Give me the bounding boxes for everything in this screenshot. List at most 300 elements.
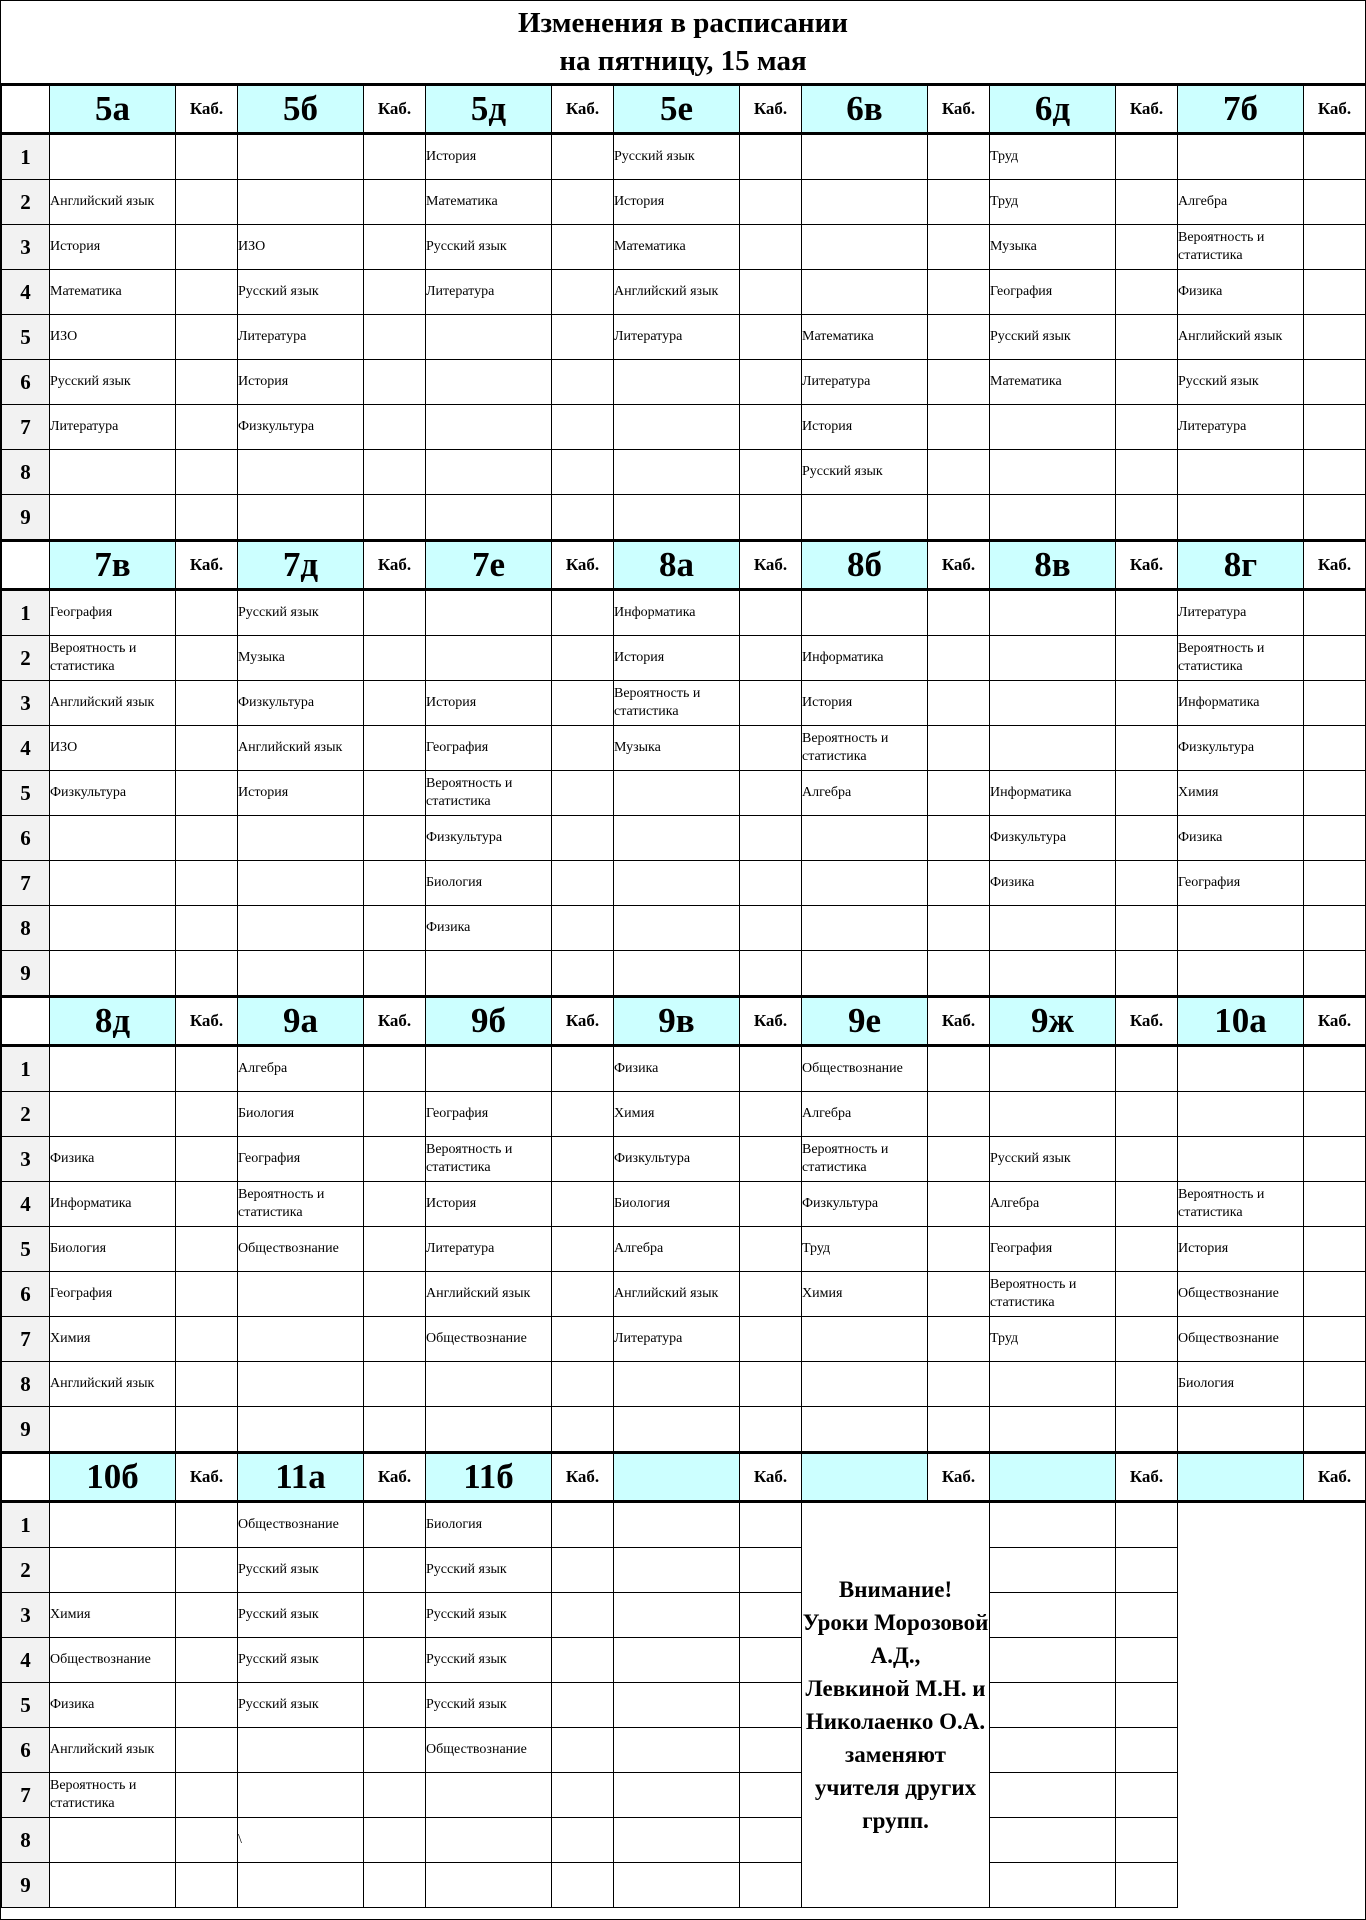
room-cell [1304,315,1366,360]
class-name-cell: 9е [802,997,928,1046]
room-cell [928,180,990,225]
room-cell [740,360,802,405]
room-cell [552,1137,614,1182]
class-name-cell: 8д [50,997,176,1046]
room-cell [364,270,426,315]
lesson-number: 1 [2,1046,50,1092]
room-cell [1304,1227,1366,1272]
subject-cell: Английский язык [50,681,176,726]
lesson-number: 3 [2,1137,50,1182]
lesson-number: 6 [2,360,50,405]
subject-cell [238,906,364,951]
room-cell [364,225,426,270]
subject-cell: История [614,636,740,681]
room-cell [1116,134,1178,180]
subject-cell [238,1317,364,1362]
subject-cell [426,1863,552,1908]
subject-cell [614,951,740,997]
room-cell [364,1863,426,1908]
subject-cell [50,861,176,906]
subject-cell: История [1178,1227,1304,1272]
subject-cell: Английский язык [50,180,176,225]
room-cell [176,1548,238,1593]
room-cell [1116,1593,1178,1638]
room-cell [176,906,238,951]
subject-cell [990,1683,1116,1728]
lesson-row [2,1863,1366,1908]
subject-cell [614,450,740,495]
lesson-row [2,1272,1366,1317]
subject-cell: Вероятность и статистика [1178,225,1304,270]
subject-cell: Вероятность и статистика [426,1137,552,1182]
room-cell [928,636,990,681]
room-cell [740,1182,802,1227]
subject-cell: Биология [50,1227,176,1272]
subject-cell: Информатика [50,1182,176,1227]
subject-cell: Русский язык [238,1593,364,1638]
room-cell [176,771,238,816]
lesson-number: 5 [2,315,50,360]
lesson-row [2,590,1366,636]
subject-cell [50,495,176,541]
room-cell [552,861,614,906]
lesson-number: 3 [2,1593,50,1638]
room-cell [176,1362,238,1407]
room-cell [740,1548,802,1593]
room-cell [1116,270,1178,315]
class-name-cell [1178,1453,1304,1502]
subject-cell: Химия [50,1593,176,1638]
lesson-number: 9 [2,1407,50,1453]
room-cell [176,1046,238,1092]
room-cell [928,1272,990,1317]
room-cell [552,405,614,450]
room-cell [1116,771,1178,816]
room-cell [740,495,802,541]
room-cell [740,771,802,816]
class-name-cell: 10а [1178,997,1304,1046]
room-header-cell: Каб. [176,997,238,1046]
class-name-cell: 11б [426,1453,552,1502]
room-cell [740,1683,802,1728]
room-cell [740,1773,802,1818]
room-cell [364,1362,426,1407]
subject-cell: Вероятность и статистика [802,1137,928,1182]
lesson-row [2,1773,1366,1818]
subject-cell [614,1773,740,1818]
lesson-number: 4 [2,1182,50,1227]
room-cell [1116,1728,1178,1773]
room-header-cell: Каб. [1304,997,1366,1046]
subject-cell [238,816,364,861]
room-cell [364,906,426,951]
subject-cell: Обществознание [1178,1272,1304,1317]
subject-cell: Вероятность и статистика [238,1182,364,1227]
room-cell [552,225,614,270]
class-name-cell: 9б [426,997,552,1046]
subject-cell [50,1818,176,1863]
subject-cell: Химия [802,1272,928,1317]
lesson-row [2,1593,1366,1638]
room-cell [552,1046,614,1092]
subject-cell [990,405,1116,450]
room-cell [1116,495,1178,541]
subject-cell [990,495,1116,541]
room-cell [364,405,426,450]
subject-cell: Английский язык [614,1272,740,1317]
room-cell [176,1818,238,1863]
room-cell [1304,495,1366,541]
subject-cell: Обществознание [802,1046,928,1092]
room-cell [364,590,426,636]
room-cell [740,180,802,225]
class-name-cell: 5д [426,86,552,134]
subject-cell: \ [238,1818,364,1863]
room-cell [740,1362,802,1407]
class-name-cell: 6в [802,86,928,134]
subject-cell [426,495,552,541]
lesson-number: 2 [2,180,50,225]
subject-cell: ИЗО [238,225,364,270]
subject-cell: Русский язык [614,134,740,180]
room-cell [176,1182,238,1227]
room-cell [176,1863,238,1908]
room-cell [364,1773,426,1818]
subject-cell: Математика [990,360,1116,405]
subject-cell: Алгебра [614,1227,740,1272]
subject-cell: Русский язык [426,1638,552,1683]
subject-cell: Информатика [802,636,928,681]
room-cell [1116,1502,1178,1548]
subject-cell: Физкультура [614,1137,740,1182]
subject-cell: География [50,1272,176,1317]
lesson-row [2,180,1366,225]
subject-cell [1178,1046,1304,1092]
lesson-row [2,1502,1366,1548]
subject-cell [802,951,928,997]
room-header-cell: Каб. [552,997,614,1046]
subject-cell [238,495,364,541]
lesson-number: 5 [2,771,50,816]
lesson-number: 8 [2,450,50,495]
subject-cell: История [802,681,928,726]
room-cell [1304,861,1366,906]
subject-cell: Английский язык [50,1728,176,1773]
subject-cell [50,134,176,180]
subject-cell: Физкультура [802,1182,928,1227]
room-cell [1116,1773,1178,1818]
room-cell [176,1137,238,1182]
subject-cell: Русский язык [50,360,176,405]
subject-cell [426,315,552,360]
subject-cell [50,816,176,861]
subject-cell: Литература [50,405,176,450]
subject-cell: Обществознание [50,1638,176,1683]
room-header-cell: Каб. [1304,86,1366,134]
room-header-cell: Каб. [740,86,802,134]
room-cell [552,1683,614,1728]
subject-cell: Химия [614,1092,740,1137]
lesson-row [2,1317,1366,1362]
class-name-cell: 9в [614,997,740,1046]
subject-cell: Русский язык [238,1683,364,1728]
room-cell [740,1407,802,1453]
room-cell [928,360,990,405]
class-name-cell: 7е [426,541,552,590]
subject-cell [238,134,364,180]
room-cell [740,861,802,906]
subject-cell: Труд [802,1227,928,1272]
subject-cell: Обществознание [426,1728,552,1773]
lesson-number: 3 [2,681,50,726]
room-cell [176,1407,238,1453]
room-cell [1304,681,1366,726]
subject-cell: Физика [50,1683,176,1728]
subject-cell [614,1502,740,1548]
subject-cell [802,495,928,541]
subject-cell [802,1317,928,1362]
room-cell [364,1593,426,1638]
subject-cell: Вероятность и статистика [990,1272,1116,1317]
class-name-cell: 11а [238,1453,364,1502]
subject-cell: История [614,180,740,225]
subject-cell [1178,1137,1304,1182]
room-header-cell: Каб. [364,1453,426,1502]
room-header-cell: Каб. [364,997,426,1046]
room-header-cell: Каб. [740,1453,802,1502]
subject-cell [1178,951,1304,997]
subject-cell [50,951,176,997]
room-header-cell: Каб. [740,997,802,1046]
room-cell [364,1317,426,1362]
room-cell [364,134,426,180]
room-cell [364,1407,426,1453]
lesson-row [2,270,1366,315]
room-cell [1304,1317,1366,1362]
room-cell [928,495,990,541]
room-cell [176,1502,238,1548]
notice-line: Внимание! [838,1577,953,1602]
room-cell [1304,590,1366,636]
room-cell [1116,1272,1178,1317]
notice-line: Левкиной М.Н. и [805,1676,986,1701]
room-cell [928,951,990,997]
room-cell [552,636,614,681]
lesson-row [2,1046,1366,1092]
room-cell [1304,771,1366,816]
subject-cell [614,1593,740,1638]
room-cell [176,590,238,636]
lesson-row [2,771,1366,816]
room-cell [552,1272,614,1317]
subject-cell [50,906,176,951]
room-cell [176,315,238,360]
room-cell [552,1502,614,1548]
room-cell [552,450,614,495]
lesson-number: 5 [2,1227,50,1272]
room-cell [1304,1272,1366,1317]
corner-cell [2,86,50,134]
subject-cell [990,1638,1116,1683]
title-line-1: Изменения в расписании [517,7,849,39]
subject-cell [238,1272,364,1317]
room-cell [552,1818,614,1863]
lesson-row [2,225,1366,270]
subject-cell [614,495,740,541]
subject-cell [238,1407,364,1453]
room-cell [552,360,614,405]
subject-cell: Вероятность и статистика [50,1773,176,1818]
subject-cell: Литература [426,270,552,315]
room-cell [176,951,238,997]
room-cell [176,1773,238,1818]
room-cell [552,590,614,636]
subject-cell: Алгебра [990,1182,1116,1227]
lesson-row [2,906,1366,951]
subject-cell [990,1863,1116,1908]
subject-cell [990,1818,1116,1863]
subject-cell: Физика [990,861,1116,906]
subject-cell [1178,450,1304,495]
class-name-cell: 10б [50,1453,176,1502]
subject-cell: Математика [50,270,176,315]
subject-cell: География [426,726,552,771]
subject-cell: Биология [614,1182,740,1227]
room-cell [364,771,426,816]
room-cell [740,450,802,495]
room-cell [1304,1137,1366,1182]
subject-cell [990,681,1116,726]
subject-cell: История [426,681,552,726]
lesson-row [2,450,1366,495]
subject-cell [614,1638,740,1683]
room-cell [740,906,802,951]
subject-cell [990,1548,1116,1593]
room-header-cell: Каб. [928,997,990,1046]
subject-cell [50,1407,176,1453]
room-header-cell: Каб. [1116,1453,1178,1502]
subject-cell [238,450,364,495]
subject-cell: Алгебра [802,771,928,816]
subject-cell: Информатика [614,590,740,636]
room-cell [364,1092,426,1137]
notice-box [802,1502,990,1908]
room-cell [1304,450,1366,495]
room-cell [364,1728,426,1773]
room-cell [1116,1863,1178,1908]
lesson-number: 2 [2,1092,50,1137]
subject-cell [802,906,928,951]
room-cell [1116,1092,1178,1137]
room-cell [1304,636,1366,681]
room-cell [740,1728,802,1773]
class-name-cell: 5б [238,86,364,134]
subject-cell: ИЗО [50,726,176,771]
room-cell [176,1227,238,1272]
subject-cell: Русский язык [426,1683,552,1728]
subject-cell: Русский язык [238,1548,364,1593]
room-cell [1304,134,1366,180]
room-cell [364,1137,426,1182]
room-cell [364,1548,426,1593]
subject-cell: Химия [50,1317,176,1362]
room-cell [552,134,614,180]
room-cell [552,1407,614,1453]
lesson-number: 4 [2,726,50,771]
room-cell [1304,1046,1366,1092]
room-cell [928,1317,990,1362]
room-cell [928,726,990,771]
room-cell [1116,450,1178,495]
room-cell [928,1046,990,1092]
room-cell [1304,1362,1366,1407]
lesson-row [2,681,1366,726]
room-cell [928,681,990,726]
subject-cell: Труд [990,180,1116,225]
room-cell [1116,1227,1178,1272]
subject-cell [1178,906,1304,951]
room-cell [552,1362,614,1407]
room-cell [928,134,990,180]
subject-cell [802,590,928,636]
lesson-number: 4 [2,270,50,315]
subject-cell: Вероятность и статистика [1178,1182,1304,1227]
subject-cell [426,590,552,636]
lesson-number: 7 [2,1317,50,1362]
room-cell [552,1548,614,1593]
lesson-row [2,1728,1366,1773]
subject-cell [238,951,364,997]
subject-cell [238,1863,364,1908]
room-cell [176,1317,238,1362]
lesson-number: 9 [2,495,50,541]
lesson-number: 8 [2,1362,50,1407]
subject-cell [802,270,928,315]
room-cell [740,1502,802,1548]
room-cell [364,495,426,541]
room-cell [176,1728,238,1773]
lesson-number: 2 [2,1548,50,1593]
subject-cell: Биология [1178,1362,1304,1407]
room-cell [552,1728,614,1773]
subject-cell: Физика [50,1137,176,1182]
subject-cell: География [426,1092,552,1137]
subject-cell: Музыка [238,636,364,681]
room-cell [1304,1182,1366,1227]
lesson-row [2,315,1366,360]
subject-cell [1178,134,1304,180]
room-cell [364,1227,426,1272]
subject-cell [614,1863,740,1908]
subject-cell [614,771,740,816]
subject-cell: Русский язык [802,450,928,495]
subject-cell: Русский язык [238,1638,364,1683]
subject-cell: Биология [426,1502,552,1548]
lesson-row [2,1227,1366,1272]
subject-cell: Английский язык [50,1362,176,1407]
subject-cell [1178,495,1304,541]
lesson-row [2,816,1366,861]
lesson-row [2,495,1366,541]
lesson-row [2,861,1366,906]
room-cell [740,951,802,997]
class-header-row [2,541,1366,590]
room-cell [552,1593,614,1638]
room-cell [364,1638,426,1683]
room-cell [176,360,238,405]
subject-cell: История [426,1182,552,1227]
lesson-number: 7 [2,405,50,450]
